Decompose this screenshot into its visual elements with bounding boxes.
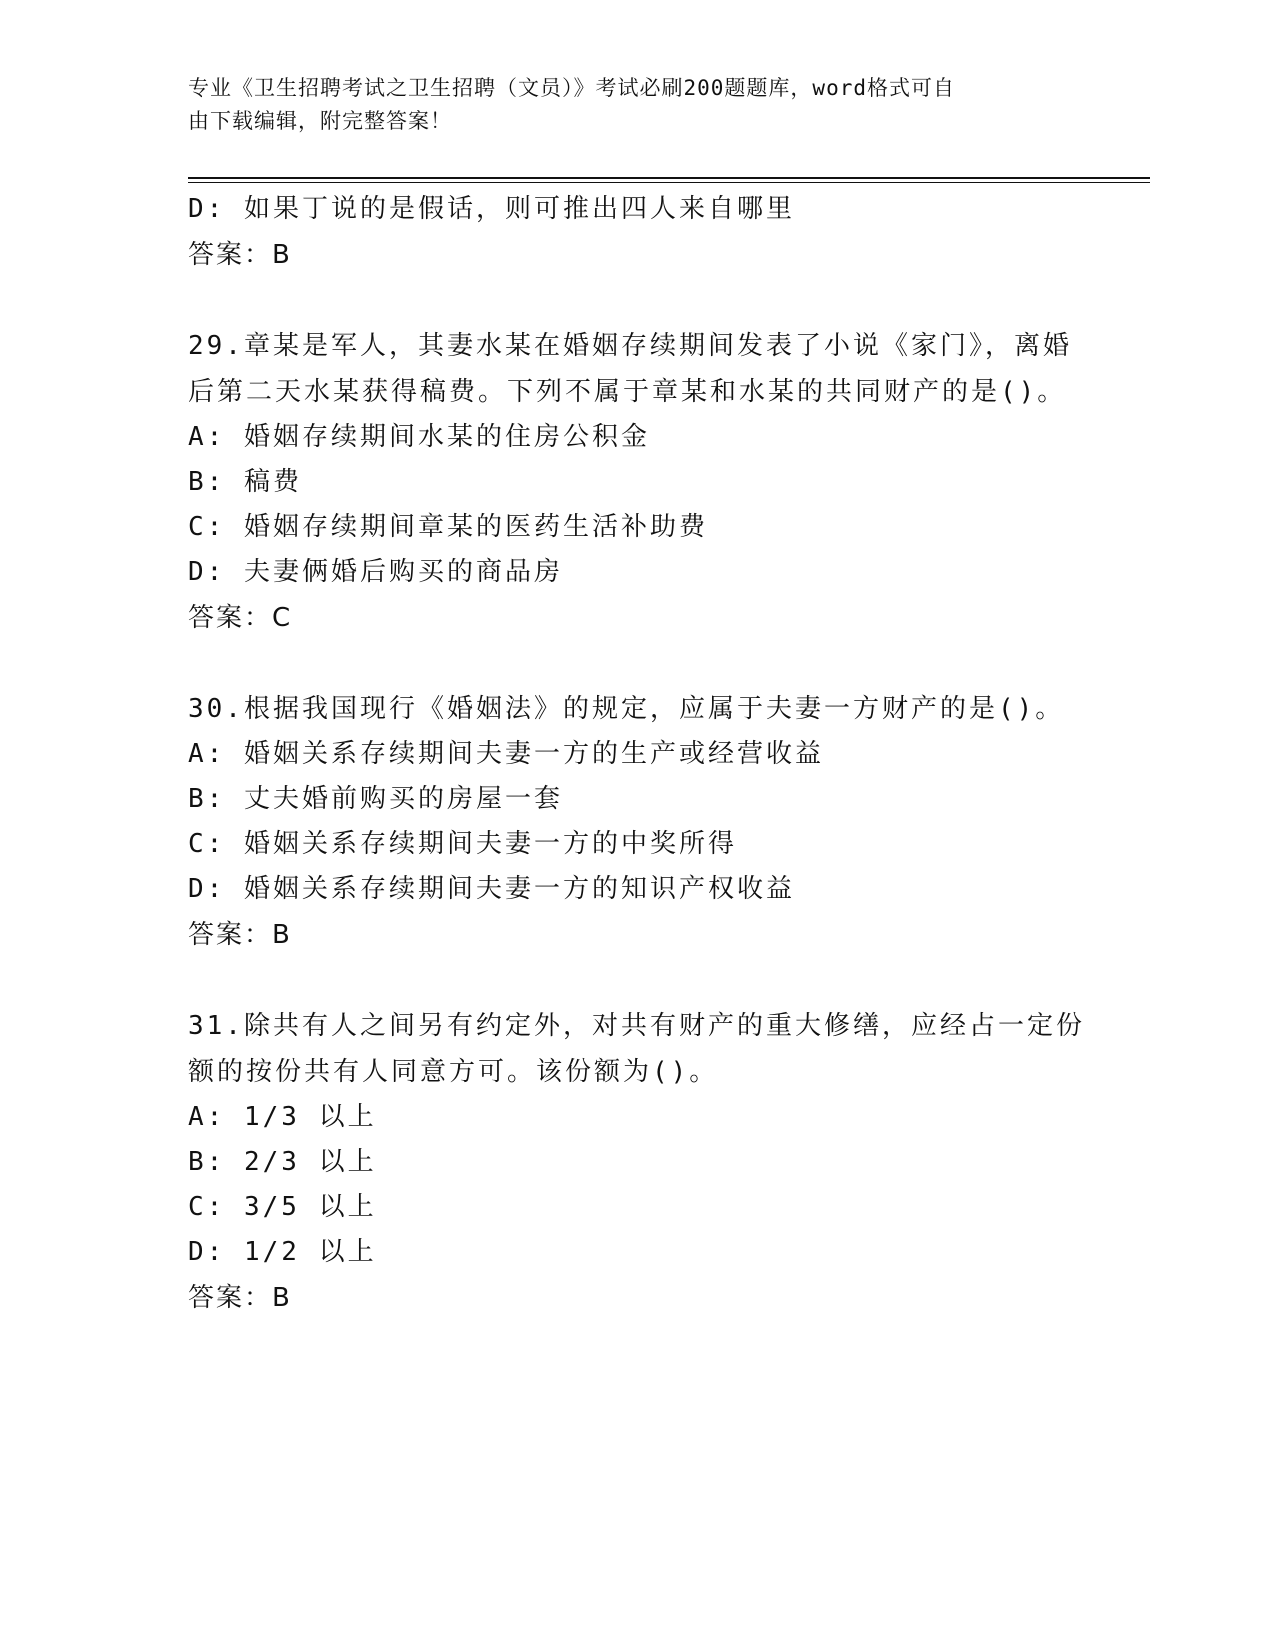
option-d: D: 1/2 以上 — [188, 1237, 377, 1267]
spacer — [188, 641, 1088, 686]
option-a: A: 婚姻存续期间水某的住房公积金 — [188, 422, 650, 452]
option-d: D: 如果丁说的是假话，则可推出四人来自哪里 — [188, 194, 795, 224]
option-a: A: 1/3 以上 — [188, 1102, 377, 1132]
document-header — [188, 72, 1088, 138]
question-stem: 30.根据我国现行《婚姻法》的规定，应属于夫妻一方财产的是()。 — [188, 694, 1065, 724]
answer-line: 答案：C — [188, 603, 293, 633]
spacer — [188, 278, 1088, 323]
question-block-29 — [188, 323, 1088, 641]
question-block-prev — [188, 187, 1088, 278]
option-b: B: 丈夫婚前购买的房屋一套 — [188, 784, 563, 814]
option-c: C: 3/5 以上 — [188, 1192, 377, 1222]
question-stem: 29.章某是军人，其妻水某在婚姻存续期间发表了小说《家门》，离婚 — [188, 331, 1072, 361]
answer-line: 答案：B — [188, 240, 292, 270]
question-block-30 — [188, 686, 1088, 958]
option-c: C: 婚姻存续期间章某的医药生活补助费 — [188, 512, 708, 542]
spacer — [188, 958, 1088, 1003]
answer-line: 答案：B — [188, 1283, 292, 1313]
question-stem: 额的按份共有人同意方可。该份额为()。 — [188, 1057, 719, 1087]
header-divider-thick — [188, 177, 1150, 179]
option-d: D: 婚姻关系存续期间夫妻一方的知识产权收益 — [188, 874, 795, 904]
header-line-2: 由下载编辑，附完整答案！ — [188, 109, 452, 133]
answer-line: 答案：B — [188, 920, 292, 950]
header-line-1: 专业《卫生招聘考试之卫生招聘（文员）》考试必刷200题题库，word格式可自 — [188, 76, 955, 100]
question-list — [188, 187, 1088, 1321]
option-c: C: 婚姻关系存续期间夫妻一方的中奖所得 — [188, 829, 737, 859]
question-stem: 后第二天水某获得稿费。下列不属于章某和水某的共同财产的是()。 — [188, 377, 1067, 407]
option-d: D: 夫妻俩婚后购买的商品房 — [188, 557, 563, 587]
option-a: A: 婚姻关系存续期间夫妻一方的生产或经营收益 — [188, 739, 824, 769]
option-b: B: 2/3 以上 — [188, 1147, 377, 1177]
option-b: B: 稿费 — [188, 467, 302, 497]
question-stem: 31.除共有人之间另有约定外，对共有财产的重大修缮，应经占一定份 — [188, 1011, 1085, 1041]
header-divider-thin — [188, 182, 1150, 183]
question-block-31 — [188, 1003, 1088, 1321]
